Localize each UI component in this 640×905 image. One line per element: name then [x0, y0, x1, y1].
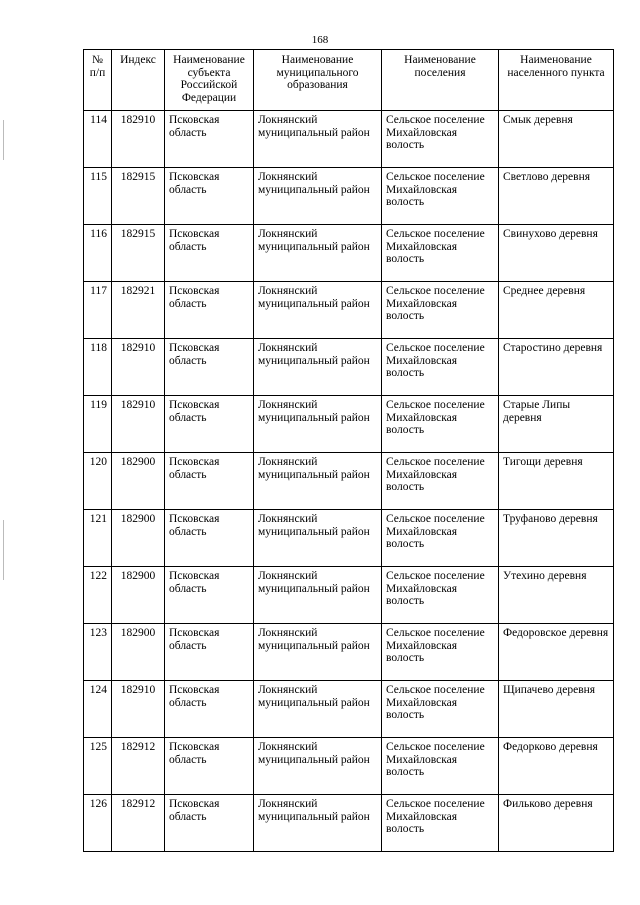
cell-number: 121 [84, 510, 112, 567]
cell-municipality: Локнянский муниципальный район [254, 681, 382, 738]
header-index: Индекс [112, 50, 165, 111]
cell-settlement: Сельское поселение Михайловская волость [382, 681, 499, 738]
cell-locality: Смык деревня [499, 111, 614, 168]
cell-locality: Федорково деревня [499, 738, 614, 795]
cell-subject: Псковская область [165, 168, 254, 225]
table-row [84, 282, 614, 339]
cell-municipality: Локнянский муниципальный район [254, 624, 382, 681]
table-row [84, 738, 614, 795]
cell-number: 115 [84, 168, 112, 225]
header-subject: Наименование субъекта Российской Федерации [165, 50, 254, 111]
table-row [84, 510, 614, 567]
cell-municipality: Локнянский муниципальный район [254, 339, 382, 396]
cell-municipality: Локнянский муниципальный район [254, 282, 382, 339]
cell-settlement: Сельское поселение Михайловская волость [382, 453, 499, 510]
cell-locality: Фильково деревня [499, 795, 614, 852]
page-number: 168 [311, 34, 329, 46]
cell-locality: Утехино деревня [499, 567, 614, 624]
cell-locality: Федоровское деревня [499, 624, 614, 681]
table-row [84, 567, 614, 624]
cell-municipality: Локнянский муниципальный район [254, 225, 382, 282]
cell-number: 119 [84, 396, 112, 453]
header-number-text: № п/п [89, 54, 106, 79]
cell-settlement: Сельское поселение Михайловская волость [382, 510, 499, 567]
cell-index: 182912 [112, 738, 165, 795]
cell-index: 182900 [112, 453, 165, 510]
cell-number: 124 [84, 681, 112, 738]
cell-number: 116 [84, 225, 112, 282]
cell-index: 182900 [112, 624, 165, 681]
cell-locality: Среднее деревня [499, 282, 614, 339]
cell-index: 182900 [112, 567, 165, 624]
cell-settlement: Сельское поселение Михайловская волость [382, 168, 499, 225]
cell-municipality: Локнянский муниципальный район [254, 453, 382, 510]
cell-settlement: Сельское поселение Михайловская волость [382, 396, 499, 453]
header-locality: Наименование населенного пункта [499, 50, 614, 111]
cell-subject: Псковская область [165, 567, 254, 624]
cell-index: 182921 [112, 282, 165, 339]
table-row [84, 168, 614, 225]
cell-subject: Псковская область [165, 510, 254, 567]
cell-municipality: Локнянский муниципальный район [254, 396, 382, 453]
cell-locality: Светлово деревня [499, 168, 614, 225]
table-row [84, 795, 614, 852]
header-row [84, 50, 614, 111]
cell-number: 126 [84, 795, 112, 852]
cell-municipality: Локнянский муниципальный район [254, 510, 382, 567]
cell-index: 182910 [112, 111, 165, 168]
cell-number: 125 [84, 738, 112, 795]
cell-settlement: Сельское поселение Михайловская волость [382, 738, 499, 795]
cell-subject: Псковская область [165, 681, 254, 738]
cell-municipality: Локнянский муниципальный район [254, 795, 382, 852]
table-row [84, 111, 614, 168]
cell-locality: Труфаново деревня [499, 510, 614, 567]
cell-subject: Псковская область [165, 396, 254, 453]
cell-locality: Старостино деревня [499, 339, 614, 396]
cell-index: 182915 [112, 168, 165, 225]
cell-number: 117 [84, 282, 112, 339]
table-row [84, 681, 614, 738]
cell-subject: Псковская область [165, 225, 254, 282]
header-settlement: Наименование поселения [382, 50, 499, 111]
cell-subject: Псковская область [165, 738, 254, 795]
table-row [84, 225, 614, 282]
table-row [84, 396, 614, 453]
cell-index: 182910 [112, 681, 165, 738]
cell-settlement: Сельское поселение Михайловская волость [382, 111, 499, 168]
table-header [84, 50, 614, 111]
cell-number: 122 [84, 567, 112, 624]
cell-index: 182900 [112, 510, 165, 567]
cell-locality: Свинухово деревня [499, 225, 614, 282]
cell-number: 118 [84, 339, 112, 396]
header-municipality: Наименование муниципального образования [254, 50, 382, 111]
table-body [84, 111, 614, 852]
settlements-table [83, 49, 614, 852]
cell-index: 182910 [112, 396, 165, 453]
cell-number: 123 [84, 624, 112, 681]
table-row [84, 453, 614, 510]
cell-settlement: Сельское поселение Михайловская волость [382, 795, 499, 852]
table-row [84, 339, 614, 396]
cell-municipality: Локнянский муниципальный район [254, 111, 382, 168]
cell-municipality: Локнянский муниципальный район [254, 567, 382, 624]
cell-settlement: Сельское поселение Михайловская волость [382, 339, 499, 396]
cell-number: 114 [84, 111, 112, 168]
cell-settlement: Сельское поселение Михайловская волость [382, 225, 499, 282]
table-row [84, 624, 614, 681]
cell-locality: Старые Липы деревня [499, 396, 614, 453]
cell-subject: Псковская область [165, 111, 254, 168]
cell-subject: Псковская область [165, 282, 254, 339]
cell-subject: Псковская область [165, 624, 254, 681]
cell-settlement: Сельское поселение Михайловская волость [382, 567, 499, 624]
cell-locality: Тигощи деревня [499, 453, 614, 510]
cell-index: 182912 [112, 795, 165, 852]
cell-settlement: Сельское поселение Михайловская волость [382, 624, 499, 681]
cell-municipality: Локнянский муниципальный район [254, 738, 382, 795]
cell-locality: Щипачево деревня [499, 681, 614, 738]
cell-index: 182915 [112, 225, 165, 282]
cell-number: 120 [84, 453, 112, 510]
cell-subject: Псковская область [165, 339, 254, 396]
cell-index: 182910 [112, 339, 165, 396]
cell-municipality: Локнянский муниципальный район [254, 168, 382, 225]
cell-settlement: Сельское поселение Михайловская волость [382, 282, 499, 339]
cell-subject: Псковская область [165, 795, 254, 852]
scan-edge-mark [3, 520, 4, 580]
cell-subject: Псковская область [165, 453, 254, 510]
scan-edge-mark [3, 120, 4, 160]
header-number [84, 50, 112, 111]
